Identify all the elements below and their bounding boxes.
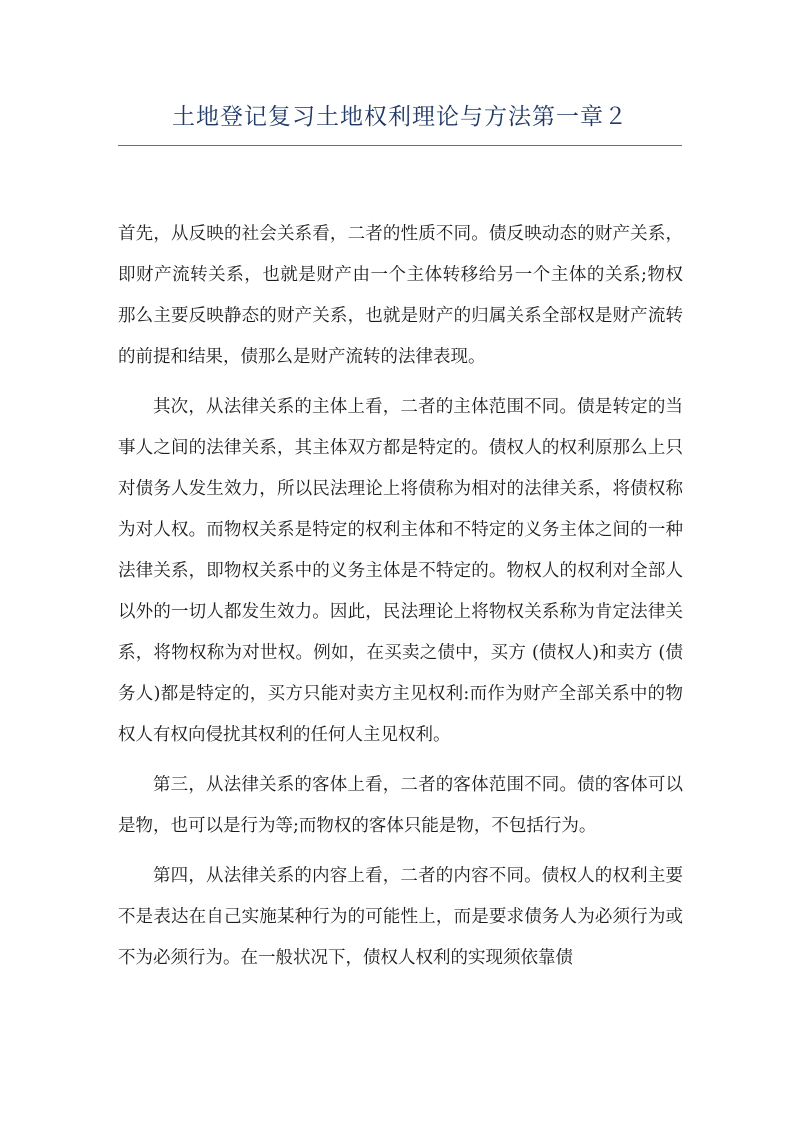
paragraph-4: 第四，从法律关系的内容上看，二者的内容不同。债权人的权利主要不是表达在自己实施某种行为的可能性上，而是要求债务人为必须行为或不为必须行为。在一般状况下，债权人权利的实现须依靠债 xyxy=(118,866,683,968)
title-underline xyxy=(118,145,682,146)
paragraph-1: 首先，从反映的社会关系看，二者的性质不同。债反映动态的财产关系，即财产流转关系，也就是财产由一个主体转移给另一个主体的关系;物权那么主要反映静态的财产关系，也就是财产的归属关系全部权是财产流转的前提和结果，债那么是财产流转的法律表现。 xyxy=(118,224,683,367)
paragraph-2: 其次，从法律关系的主体上看，二者的主体范围不同。债是转定的当事人之间的法律关系，其主体双方都是特定的。债权人的权利原那么上只对债务人发生效力，所以民法理论上将债称为相对的法律关系，将债权称为对人权。而物权关系是特定的权利主体和不特定的义务主体之间的一种法律关系，即物权关系中的义务主体是不特定的。物权人的权利对全部人以外的一切人都发生效力。因此，民法理论上将物权关系称为肯定法律关系，将物权称为对世权。例如，在买卖之债中，买方 (债权人)和卖方 (债务人)都是特定的，买方只能对卖方主见权利:而作为财产全部关系中的物权人有权向侵扰其权利的任何人主见权利。 xyxy=(118,397,683,745)
document-title: 土地登记复习土地权利理论与方法第一章２ xyxy=(172,104,628,130)
document-body xyxy=(118,214,683,988)
paragraph-3: 第三，从法律关系的客体上看，二者的客体范围不同。债的客体可以是物，也可以是行为等;而物权的客体只能是物，不包括行为。 xyxy=(118,775,683,836)
